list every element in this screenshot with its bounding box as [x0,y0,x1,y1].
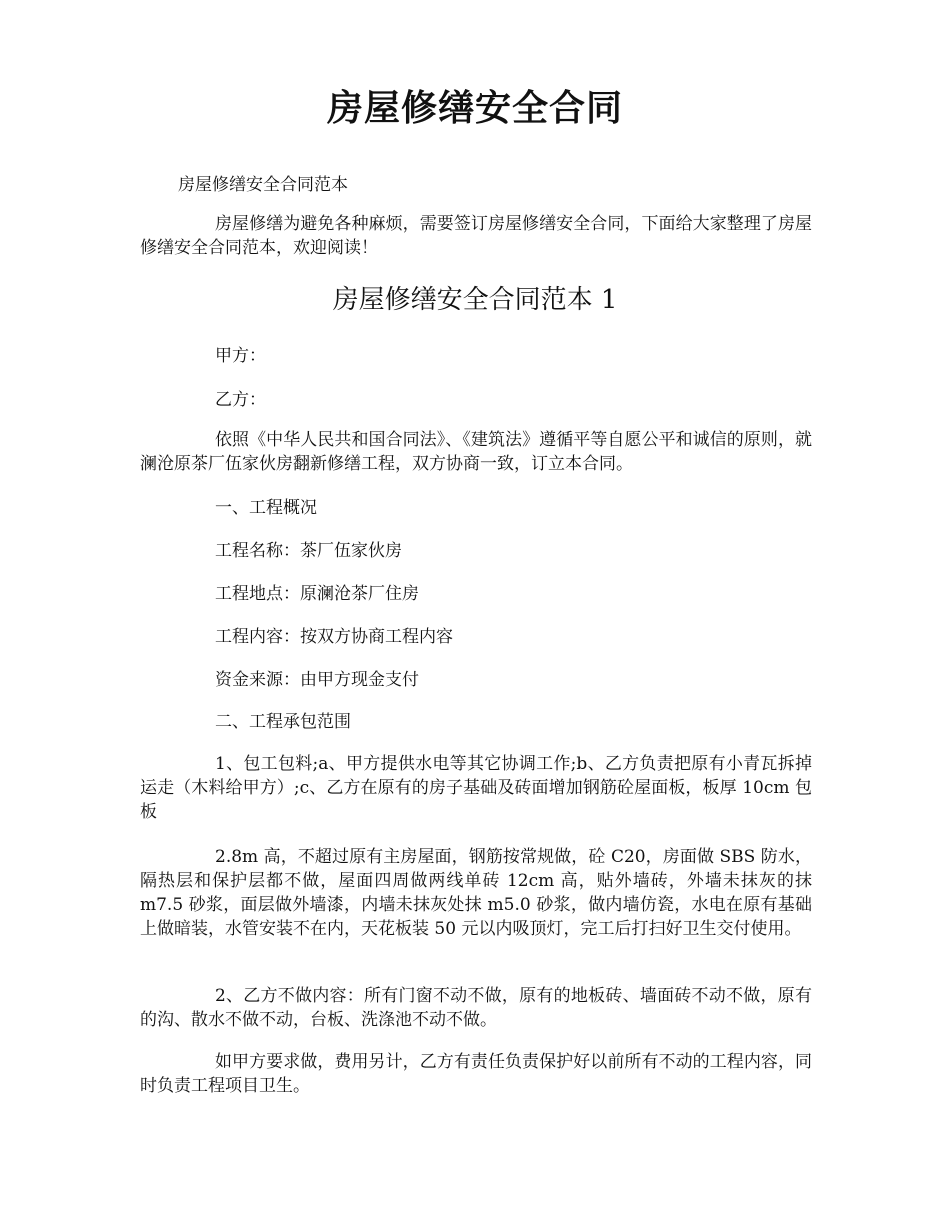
preamble-paragraph: 依照《中华人民共和国合同法》、《建筑法》遵循平等自愿公平和诚信的原则，就澜沧原茶厂伍家伙房翻新修缮工程，双方协商一致，订立本合同。 [140,430,812,474]
clause-1-heading: 一、工程概况 [215,498,317,518]
document-title: 房屋修缮安全合同 [326,87,623,129]
item-2-paragraph: 2、乙方不做内容：所有门窗不动不做，原有的地板砖、墙面砖不动不做，原有的沟、散水不做不动，台板、洗涤池不动不做。 [140,986,812,1030]
document-subtitle: 房屋修缮安全合同范本 [178,175,348,195]
item-2-note-paragraph: 如甲方要求做，费用另计，乙方有责任负责保护好以前所有不动的工程内容，同时负责工程项目卫生。 [140,1052,812,1096]
project-name-line: 工程名称：茶厂伍家伙房 [215,541,402,561]
funding-source-line: 资金来源：由甲方现金支付 [215,670,419,690]
section-heading: 房屋修缮安全合同范本 1 [332,285,618,315]
item-1-continuation-paragraph: 2.8m 高，不超过原有主房屋面，钢筋按常规做，砼 C20，房面做 SBS 防水，隔热层和保护层都不做，屋面四周做两线单砖 12cm 高，贴外墙砖，外墙未抹灰的抹 m7.5 砂浆，面层做外墙漆，内墙未抹灰处抹 m5.0 砂浆，做内墙仿瓷，水电在原有基础上做暗装，水管安装不在内，天花板装 50 元以内吸顶灯，完工后打扫好卫生交付使用。 [140,847,812,939]
party-b-line: 乙方： [215,390,266,410]
intro-paragraph: 房屋修缮为避免各种麻烦，需要签订房屋修缮安全合同，下面给大家整理了房屋修缮安全合同范本，欢迎阅读！ [140,214,812,258]
clause-2-heading: 二、工程承包范围 [215,712,351,732]
party-a-line: 甲方： [215,346,266,366]
item-1-paragraph: 1、包工包料;a、甲方提供水电等其它协调工作;b、乙方负责把原有小青瓦拆掉运走（木料给甲方）;c、乙方在原有的房子基础及砖面增加钢筋砼屋面板，板厚 10cm 包板 [140,754,812,822]
project-content-line: 工程内容：按双方协商工程内容 [215,627,453,647]
project-location-line: 工程地点：原澜沧茶厂住房 [215,584,419,604]
